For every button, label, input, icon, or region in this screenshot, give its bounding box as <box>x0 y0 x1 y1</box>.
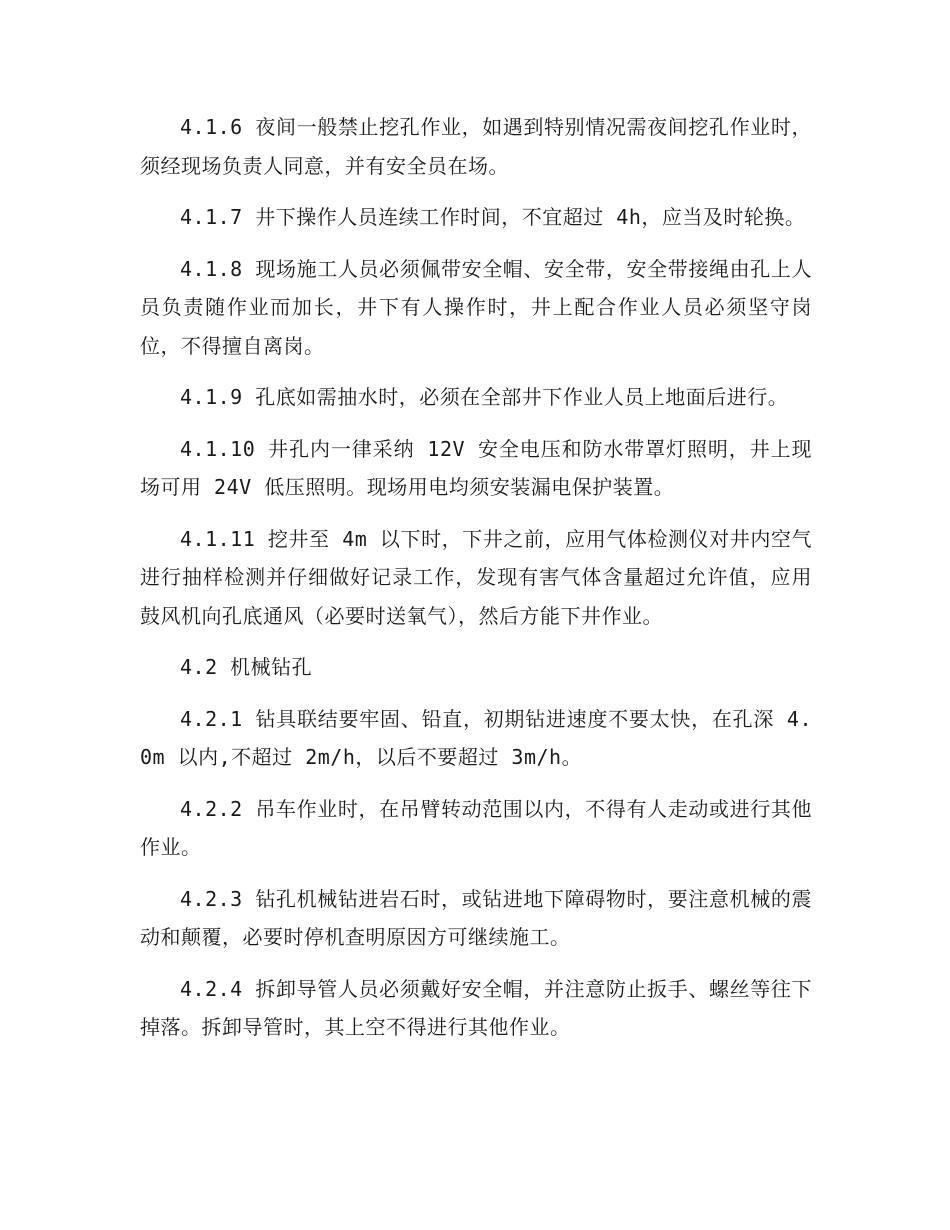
document-page <box>140 108 812 1060</box>
paragraph-4-1-7: 4.1.7 井下操作人员连续工作时间，不宜超过 4h，应当及时轮换。 <box>180 205 806 229</box>
paragraph-4-1-10: 4.1.10 井孔内一律采纳 12V 安全电压和防水带罩灯照明，井上现场可用 24V 低压照明。现场用电均须安装漏电保护装置。 <box>140 436 812 499</box>
paragraph-4-2-3: 4.2.3 钻孔机械钻进岩石时，或钻进地下障碍物时，要注意机械的震动和颠覆，必要时停机查明原因方可继续施工。 <box>140 886 812 949</box>
paragraph-4-1-9: 4.1.9 孔底如需抽水时，必须在全部井下作业人员上地面后进行。 <box>180 385 789 409</box>
paragraph-4-1-6: 4.1.6 夜间一般禁止挖孔作业，如遇到特别情况需夜间挖孔作业时，须经现场负责人同意，并有安全员在场。 <box>140 115 812 178</box>
paragraph-4-1-11: 4.1.11 挖井至 4m 以下时，下井之前，应用气体检测仪对井内空气进行抽样检测并仔细做好记录工作，发现有害气体含量超过允许值，应用鼓风机向孔底通风（必要时送氧气），然后方能下井作业。 <box>140 526 812 628</box>
paragraph-4-2-1: 4.2.1 钻具联结要牢固、铅直，初期钻进速度不要太快，在孔深 4.0m 以内,不超过 2m/h，以后不要超过 3m/h。 <box>140 706 812 769</box>
section-heading-4-2: 4.2 机械钻孔 <box>180 655 313 679</box>
paragraph-4-2-4: 4.2.4 拆卸导管人员必须戴好安全帽，并注意防止扳手、螺丝等往下掉落。拆卸导管时，其上空不得进行其他作业。 <box>140 976 812 1039</box>
paragraph-4-1-8: 4.1.8 现场施工人员必须佩带安全帽、安全带，安全带接绳由孔上人员负责随作业而加长，井下有人操作时，井上配合作业人员必须坚守岗位，不得擅自离岗。 <box>140 256 812 358</box>
paragraph-4-2-2: 4.2.2 吊车作业时，在吊臂转动范围以内，不得有人走动或进行其他作业。 <box>140 796 812 859</box>
